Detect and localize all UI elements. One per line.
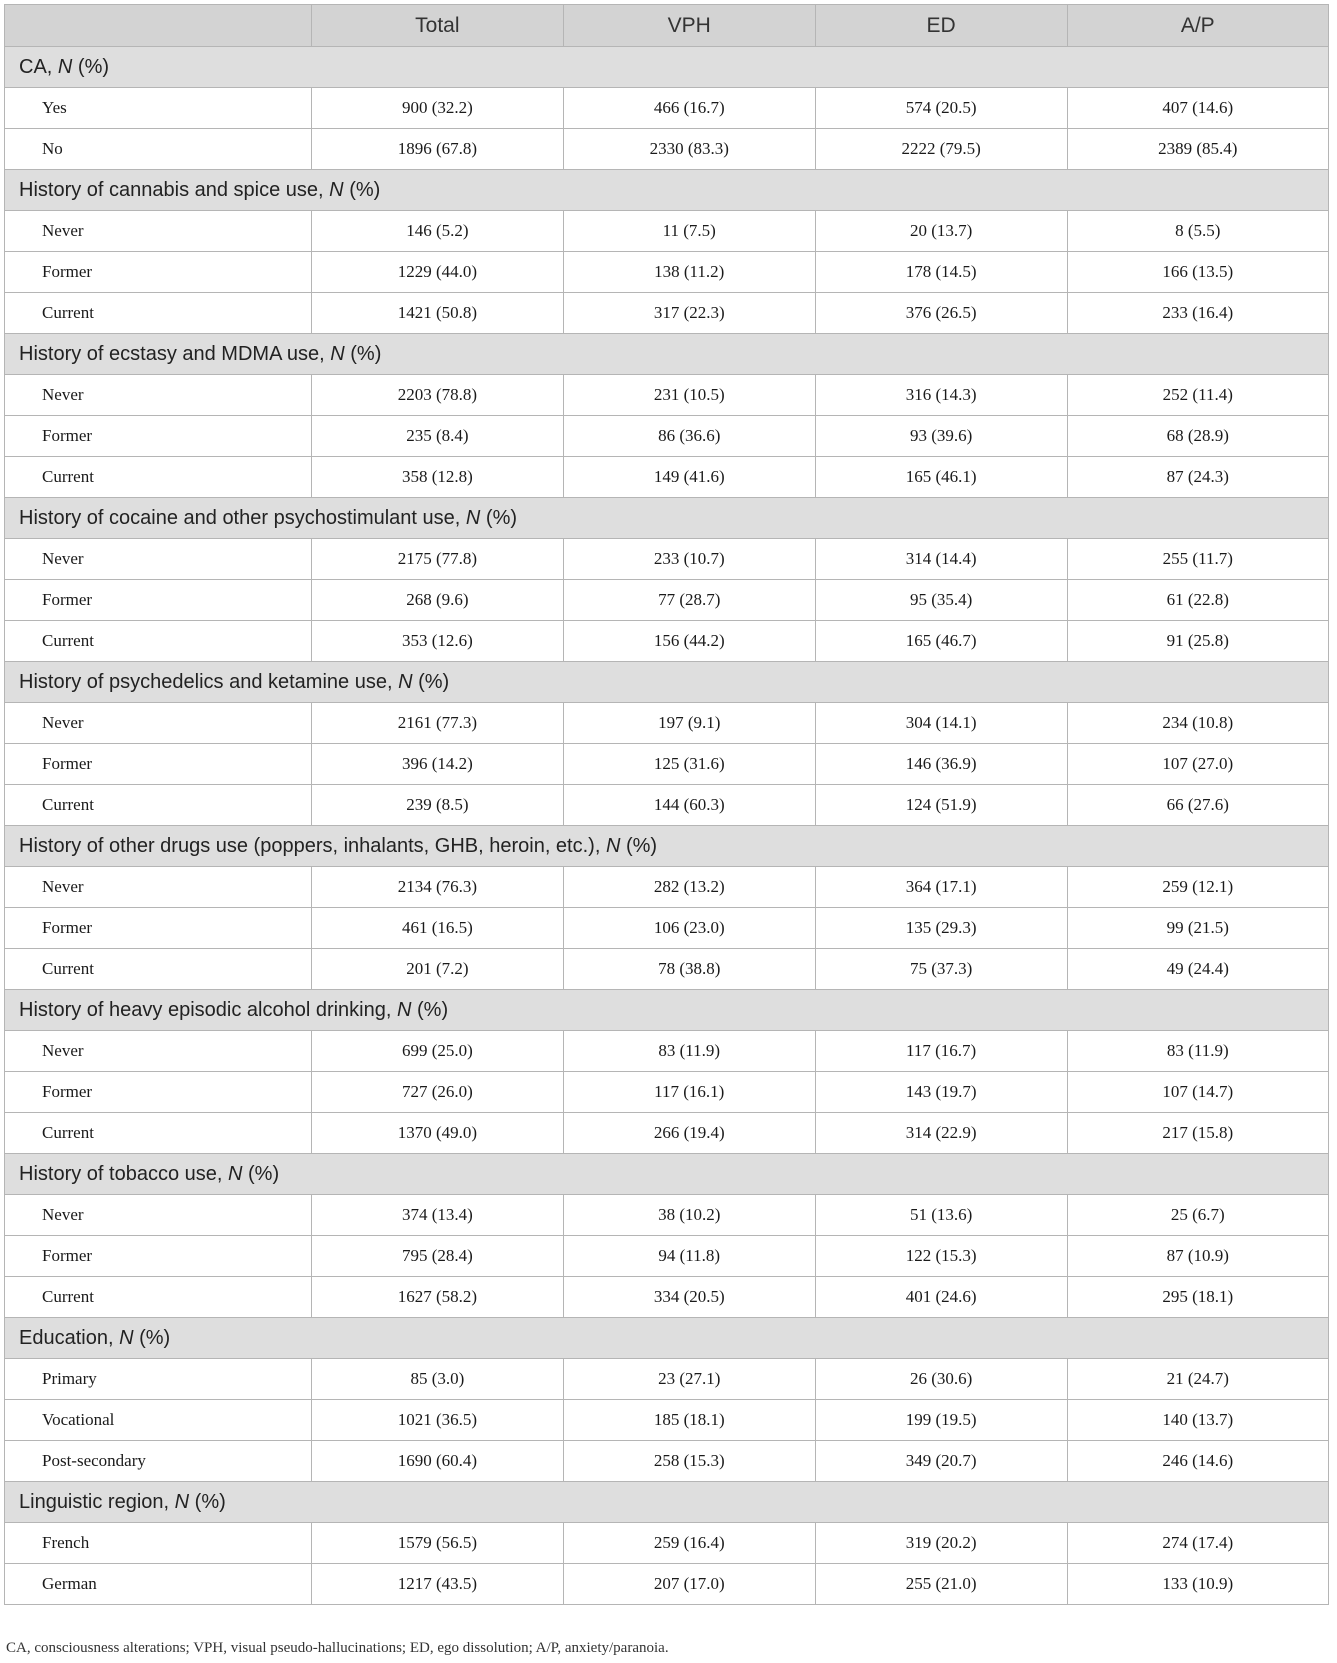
row-label: Never [5, 703, 312, 744]
table-row [5, 416, 1329, 457]
table-row [5, 293, 1329, 334]
cell-ed: 199 (19.5) [815, 1400, 1067, 1441]
table-row [5, 1564, 1329, 1605]
cell-total: 699 (25.0) [311, 1031, 563, 1072]
row-label: Current [5, 293, 312, 334]
cell-vph: 2330 (83.3) [563, 129, 815, 170]
table-row [5, 1031, 1329, 1072]
cell-ed: 26 (30.6) [815, 1359, 1067, 1400]
cell-ed: 165 (46.7) [815, 621, 1067, 662]
section-title [5, 990, 1329, 1031]
table-row [5, 580, 1329, 621]
table-row [5, 1236, 1329, 1277]
cell-ed: 135 (29.3) [815, 908, 1067, 949]
cell-total: 727 (26.0) [311, 1072, 563, 1113]
section-n-label: N [174, 1490, 190, 1513]
cell-ap: 166 (13.5) [1067, 252, 1328, 293]
row-label: Former [5, 1072, 312, 1113]
cell-vph: 317 (22.3) [563, 293, 815, 334]
header-cell-blank [5, 5, 312, 47]
cell-total: 2203 (78.8) [311, 375, 563, 416]
section-pct-label: (%) [417, 998, 449, 1021]
row-label: Current [5, 621, 312, 662]
cell-vph: 125 (31.6) [563, 744, 815, 785]
cell-vph: 259 (16.4) [563, 1523, 815, 1564]
table-row [5, 1523, 1329, 1564]
cell-vph: 78 (38.8) [563, 949, 815, 990]
section-n-label: N [396, 998, 412, 1021]
cell-ap: 8 (5.5) [1067, 211, 1328, 252]
table-row [5, 621, 1329, 662]
cell-ed: 364 (17.1) [815, 867, 1067, 908]
cell-vph: 258 (15.3) [563, 1441, 815, 1482]
row-label: French [5, 1523, 312, 1564]
section-pct-label: (%) [194, 1490, 226, 1513]
cell-ed: 574 (20.5) [815, 88, 1067, 129]
cell-total: 239 (8.5) [311, 785, 563, 826]
cell-ap: 68 (28.9) [1067, 416, 1328, 457]
section-pct-label: (%) [77, 55, 110, 78]
row-label: Current [5, 949, 312, 990]
cell-ed: 124 (51.9) [815, 785, 1067, 826]
cell-ed: 376 (26.5) [815, 293, 1067, 334]
cell-ed: 255 (21.0) [815, 1564, 1067, 1605]
section-title [5, 1482, 1329, 1523]
table-row [5, 88, 1329, 129]
row-label: Never [5, 867, 312, 908]
section-pct-label: (%) [248, 1162, 280, 1185]
section-header-row [5, 498, 1329, 539]
section-pct-label: (%) [139, 1326, 171, 1349]
cell-ed: 122 (15.3) [815, 1236, 1067, 1277]
cell-ap: 259 (12.1) [1067, 867, 1328, 908]
cell-vph: 233 (10.7) [563, 539, 815, 580]
section-title-text: History of ecstasy and MDMA use, [19, 342, 325, 365]
section-pct-label: (%) [625, 834, 658, 857]
cell-ed: 304 (14.1) [815, 703, 1067, 744]
section-n-label: N [398, 670, 413, 693]
row-label: Never [5, 375, 312, 416]
cell-ed: 165 (46.1) [815, 457, 1067, 498]
cell-ap: 246 (14.6) [1067, 1441, 1328, 1482]
section-n-label: N [57, 55, 73, 78]
row-label: Current [5, 1277, 312, 1318]
cell-vph: 197 (9.1) [563, 703, 815, 744]
cell-vph: 466 (16.7) [563, 88, 815, 129]
table-row [5, 908, 1329, 949]
cell-ed: 319 (20.2) [815, 1523, 1067, 1564]
section-title-text: Linguistic region, [19, 1490, 170, 1513]
cell-ap: 233 (16.4) [1067, 293, 1328, 334]
cell-ap: 295 (18.1) [1067, 1277, 1328, 1318]
cell-ed: 143 (19.7) [815, 1072, 1067, 1113]
cell-ap: 2389 (85.4) [1067, 129, 1328, 170]
header-cell-vph: VPH [563, 5, 815, 47]
row-label: Former [5, 252, 312, 293]
cell-ap: 107 (27.0) [1067, 744, 1328, 785]
table-row [5, 1113, 1329, 1154]
cell-total: 1627 (58.2) [311, 1277, 563, 1318]
section-n-label: N [330, 342, 345, 365]
cell-total: 353 (12.6) [311, 621, 563, 662]
section-title [5, 47, 1329, 88]
cell-ed: 401 (24.6) [815, 1277, 1067, 1318]
table-row [5, 1072, 1329, 1113]
cell-ap: 274 (17.4) [1067, 1523, 1328, 1564]
cell-ed: 117 (16.7) [815, 1031, 1067, 1072]
cell-total: 268 (9.6) [311, 580, 563, 621]
cell-vph: 86 (36.6) [563, 416, 815, 457]
cell-ap: 255 (11.7) [1067, 539, 1328, 580]
row-label: Current [5, 1113, 312, 1154]
table-row [5, 1359, 1329, 1400]
section-header-row [5, 334, 1329, 375]
section-title [5, 334, 1329, 375]
section-n-label: N [228, 1162, 243, 1185]
cell-total: 1690 (60.4) [311, 1441, 563, 1482]
table-footnote: CA, consciousness alterations; VPH, visual pseudo-hallucinations; ED, ego dissolution; A/P, anxiety/paranoia. [6, 1640, 669, 1656]
cell-ap: 87 (24.3) [1067, 457, 1328, 498]
cell-ed: 314 (14.4) [815, 539, 1067, 580]
cell-ed: 51 (13.6) [815, 1195, 1067, 1236]
section-title-text: History of other drugs use (poppers, inhalants, GHB, heroin, etc.), [19, 834, 601, 857]
table-row [5, 252, 1329, 293]
cell-total: 146 (5.2) [311, 211, 563, 252]
table-row [5, 1195, 1329, 1236]
table-row [5, 703, 1329, 744]
cell-vph: 231 (10.5) [563, 375, 815, 416]
section-pct-label: (%) [349, 178, 381, 201]
table-row [5, 211, 1329, 252]
cell-total: 1579 (56.5) [311, 1523, 563, 1564]
table-row [5, 744, 1329, 785]
cell-vph: 207 (17.0) [563, 1564, 815, 1605]
row-label: Vocational [5, 1400, 312, 1441]
section-n-label: N [605, 834, 621, 857]
section-title [5, 662, 1329, 703]
row-label: Former [5, 744, 312, 785]
header-cell-total: Total [311, 5, 563, 47]
row-label: Yes [5, 88, 312, 129]
table-row [5, 1441, 1329, 1482]
cell-ap: 21 (24.7) [1067, 1359, 1328, 1400]
table-row [5, 1277, 1329, 1318]
cell-ap: 83 (11.9) [1067, 1031, 1328, 1072]
cell-vph: 106 (23.0) [563, 908, 815, 949]
section-n-label: N [119, 1326, 134, 1349]
cell-vph: 282 (13.2) [563, 867, 815, 908]
cell-vph: 185 (18.1) [563, 1400, 815, 1441]
cell-ap: 91 (25.8) [1067, 621, 1328, 662]
cell-vph: 23 (27.1) [563, 1359, 815, 1400]
cell-total: 2134 (76.3) [311, 867, 563, 908]
cell-total: 2161 (77.3) [311, 703, 563, 744]
cell-ap: 61 (22.8) [1067, 580, 1328, 621]
cell-ed: 93 (39.6) [815, 416, 1067, 457]
cell-total: 1896 (67.8) [311, 129, 563, 170]
section-title-text: History of psychedelics and ketamine use, [19, 670, 393, 693]
row-label: Post-secondary [5, 1441, 312, 1482]
cell-vph: 144 (60.3) [563, 785, 815, 826]
section-title [5, 1154, 1329, 1195]
header-cell-ed: ED [815, 5, 1067, 47]
cell-ap: 217 (15.8) [1067, 1113, 1328, 1154]
section-header-row [5, 1482, 1329, 1523]
table-row [5, 785, 1329, 826]
section-title [5, 826, 1329, 867]
cell-total: 795 (28.4) [311, 1236, 563, 1277]
section-title [5, 1318, 1329, 1359]
table-header [5, 5, 1329, 47]
header-cell-ap: A/P [1067, 5, 1328, 47]
cell-total: 235 (8.4) [311, 416, 563, 457]
section-title-text: History of tobacco use, [19, 1162, 223, 1185]
section-title [5, 498, 1329, 539]
cell-ap: 87 (10.9) [1067, 1236, 1328, 1277]
cell-ed: 349 (20.7) [815, 1441, 1067, 1482]
table-row [5, 539, 1329, 580]
row-label: No [5, 129, 312, 170]
cell-ap: 252 (11.4) [1067, 375, 1328, 416]
cell-ed: 314 (22.9) [815, 1113, 1067, 1154]
cell-total: 900 (32.2) [311, 88, 563, 129]
section-n-label: N [329, 178, 344, 201]
row-label: Former [5, 416, 312, 457]
row-label: Never [5, 539, 312, 580]
table-row [5, 867, 1329, 908]
cell-ed: 178 (14.5) [815, 252, 1067, 293]
row-label: Former [5, 580, 312, 621]
section-pct-label: (%) [418, 670, 450, 693]
cell-total: 461 (16.5) [311, 908, 563, 949]
row-label: Primary [5, 1359, 312, 1400]
cell-total: 1217 (43.5) [311, 1564, 563, 1605]
row-label: Never [5, 211, 312, 252]
cell-ap: 107 (14.7) [1067, 1072, 1328, 1113]
cell-vph: 266 (19.4) [563, 1113, 815, 1154]
row-label: Never [5, 1031, 312, 1072]
section-title-text: History of heavy episodic alcohol drinking, [19, 998, 392, 1021]
section-header-row [5, 826, 1329, 867]
data-table [4, 4, 1329, 1605]
cell-ap: 99 (21.5) [1067, 908, 1328, 949]
cell-total: 201 (7.2) [311, 949, 563, 990]
cell-ed: 146 (36.9) [815, 744, 1067, 785]
section-title-text: History of cocaine and other psychostimulant use, [19, 506, 461, 529]
section-title-text: History of cannabis and spice use, [19, 178, 324, 201]
section-header-row [5, 47, 1329, 88]
cell-ap: 407 (14.6) [1067, 88, 1328, 129]
cell-ed: 316 (14.3) [815, 375, 1067, 416]
cell-ed: 95 (35.4) [815, 580, 1067, 621]
table-row [5, 949, 1329, 990]
table-row [5, 1400, 1329, 1441]
cell-vph: 38 (10.2) [563, 1195, 815, 1236]
cell-total: 396 (14.2) [311, 744, 563, 785]
cell-total: 85 (3.0) [311, 1359, 563, 1400]
cell-ed: 75 (37.3) [815, 949, 1067, 990]
cell-ap: 140 (13.7) [1067, 1400, 1328, 1441]
row-label: German [5, 1564, 312, 1605]
table-row [5, 457, 1329, 498]
section-n-label: N [465, 506, 481, 529]
cell-ed: 20 (13.7) [815, 211, 1067, 252]
cell-vph: 149 (41.6) [563, 457, 815, 498]
cell-vph: 77 (28.7) [563, 580, 815, 621]
table-body [5, 47, 1329, 1605]
table-row [5, 375, 1329, 416]
table-row [5, 129, 1329, 170]
cell-ap: 234 (10.8) [1067, 703, 1328, 744]
cell-ap: 133 (10.9) [1067, 1564, 1328, 1605]
section-header-row [5, 1318, 1329, 1359]
cell-vph: 94 (11.8) [563, 1236, 815, 1277]
row-label: Current [5, 785, 312, 826]
cell-vph: 117 (16.1) [563, 1072, 815, 1113]
cell-vph: 138 (11.2) [563, 252, 815, 293]
section-title-text: CA, [19, 55, 53, 78]
cell-vph: 11 (7.5) [563, 211, 815, 252]
row-label: Current [5, 457, 312, 498]
cell-ap: 25 (6.7) [1067, 1195, 1328, 1236]
cell-total: 2175 (77.8) [311, 539, 563, 580]
section-pct-label: (%) [485, 506, 518, 529]
section-header-row [5, 1154, 1329, 1195]
cell-ap: 66 (27.6) [1067, 785, 1328, 826]
cell-ed: 2222 (79.5) [815, 129, 1067, 170]
section-header-row [5, 662, 1329, 703]
section-header-row [5, 990, 1329, 1031]
cell-total: 1229 (44.0) [311, 252, 563, 293]
cell-ap: 49 (24.4) [1067, 949, 1328, 990]
cell-vph: 83 (11.9) [563, 1031, 815, 1072]
section-title [5, 170, 1329, 211]
cell-vph: 334 (20.5) [563, 1277, 815, 1318]
header-row [5, 5, 1329, 47]
cell-total: 374 (13.4) [311, 1195, 563, 1236]
cell-vph: 156 (44.2) [563, 621, 815, 662]
cell-total: 358 (12.8) [311, 457, 563, 498]
section-pct-label: (%) [350, 342, 382, 365]
row-label: Former [5, 1236, 312, 1277]
cell-total: 1370 (49.0) [311, 1113, 563, 1154]
section-title-text: Education, [19, 1326, 114, 1349]
section-header-row [5, 170, 1329, 211]
row-label: Never [5, 1195, 312, 1236]
cell-total: 1421 (50.8) [311, 293, 563, 334]
cell-total: 1021 (36.5) [311, 1400, 563, 1441]
row-label: Former [5, 908, 312, 949]
